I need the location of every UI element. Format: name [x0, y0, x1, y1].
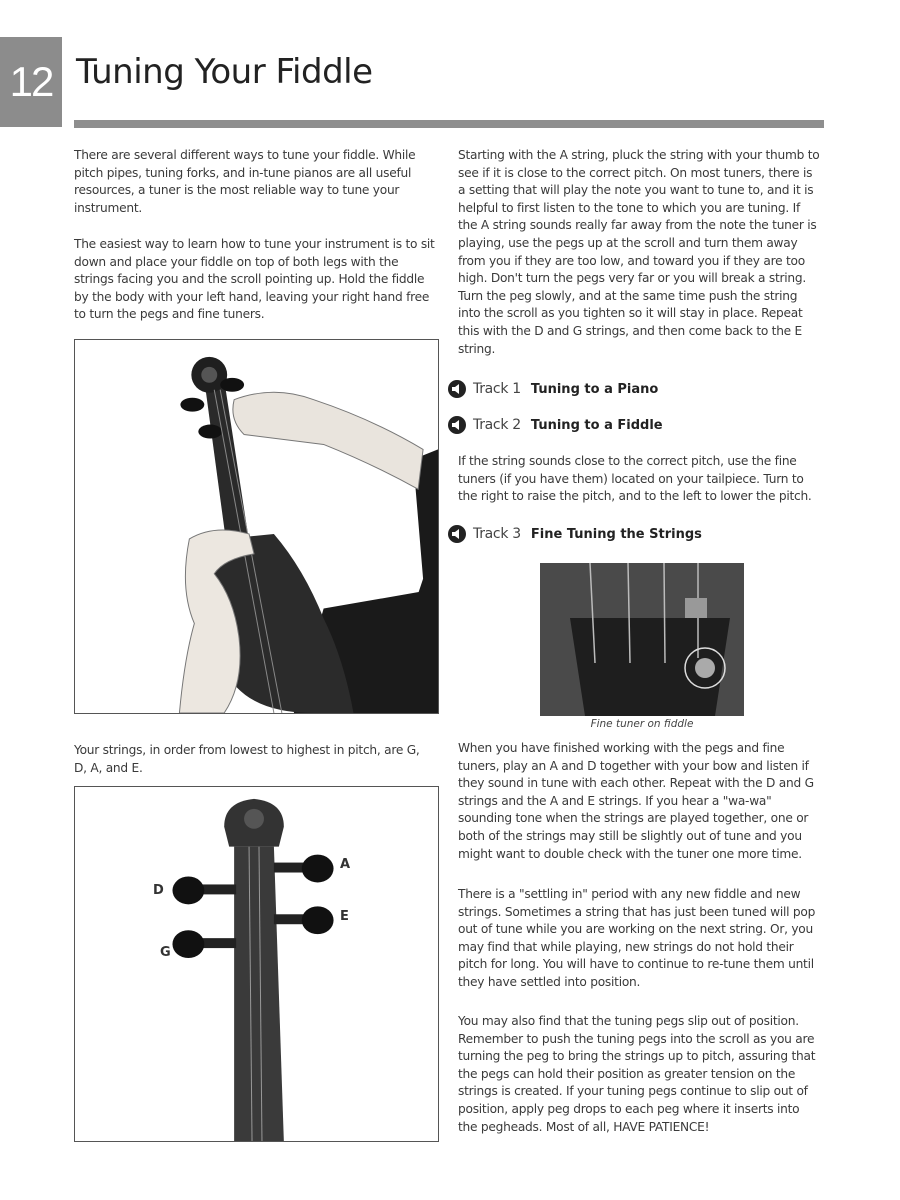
track-3[interactable] [447, 524, 702, 544]
right-paragraph-4: There is a "settling in" period with any new fiddle and new strings. Sometimes a string that has just been tuned will pop out of tune while you are working on the next string. Or, you may find that while playing, new strings do not hold their pitch for long. You will have to continue to re-tune them until they have settled into position. [458, 887, 816, 989]
left-paragraph-1: There are several different ways to tune your fiddle. While pitch pipes, tuning forks, and in-tune pianos are all useful resources, a tuner is the most reliable way to tune your instrument. [74, 148, 416, 215]
photo-fine-tuner [540, 563, 744, 716]
peg-label-d: D [153, 883, 164, 898]
pegbox-illustration [75, 787, 438, 1141]
left-paragraph-2: The easiest way to learn how to tune your instrument is to sit down and place your fiddle on top of both legs with the strings facing you and the scroll pointing up. Hold the fiddle by the body with your left hand, leaving your right hand free to turn the pegs and fine tuners. [74, 237, 435, 322]
photo-pegbox [74, 786, 439, 1142]
track-3-label: Track 3 [473, 526, 521, 542]
right-paragraph-1: Starting with the A string, pluck the string with your thumb to see if it is close to the correct pitch. On most tuners, there is a setting that will play the note you want to tune to, and it is helpful to first listen to the tone to which you are tuning. If the A string sounds really far away from the note the tuner is playing, use the pegs up at the scroll and turn them away from you if they are too low, and toward you if they are too high. Don't turn the pegs very far or you will break a string. Turn the peg slowly, and at the same time push the string into the scroll as you tighten so it will stay in place. Repeat this with the D and G strings, and then come back to the E string. [458, 148, 820, 356]
peg-label-g: G [160, 945, 171, 960]
track-3-title: Fine Tuning the Strings [530, 526, 702, 542]
right-paragraph-2: If the string sounds close to the correct pitch, use the fine tuners (if you have them) located on your tailpiece. Turn to the right to raise the pitch, and to the left to lower the pitch. [458, 454, 812, 504]
right-paragraph-3: When you have finished working with the pegs and fine tuners, play an A and D together with your bow and listen if they sound in tune with each other. Repeat with the D and G strings and the A and E strings. If you hear a "wa-wa" sounding tone when the strings are played together, one or both of the strings may still be slightly out of tune and you might want to double check with the tuner one more time. [458, 741, 814, 861]
track-1[interactable] [447, 379, 658, 399]
speaker-icon [447, 379, 467, 399]
speaker-icon [447, 524, 467, 544]
fine-tuner-illustration [540, 563, 744, 716]
peg-label-a: A [340, 857, 351, 872]
speaker-icon [447, 415, 467, 435]
peg-label-e: E [340, 909, 349, 924]
track-2-label: Track 2 [473, 417, 521, 433]
track-2[interactable] [447, 415, 663, 435]
fiddle-holding-illustration [75, 340, 438, 713]
photo-holding-fiddle [74, 339, 439, 714]
track-1-title: Tuning to a Piano [530, 381, 659, 397]
page-number: 12 [0, 37, 62, 127]
track-1-label: Track 1 [473, 381, 521, 397]
left-paragraph-3: Your strings, in order from lowest to highest in pitch, are G, D, A, and E. [74, 743, 420, 775]
right-paragraph-5: You may also find that the tuning pegs slip out of position. Remember to push the tuning pegs into the scroll as you are turning the peg to bring the strings up to pitch, assuring that the pegs can hold their position as greater tension on the strings is created. If your tuning pegs continue to slip out of position, apply peg drops to each peg where it inserts into the pegheads. Most of all, HAVE PATIENCE! [458, 1014, 816, 1134]
page-title: Tuning Your Fiddle [76, 52, 373, 92]
fine-tuner-caption: Fine tuner on fiddle [590, 718, 694, 730]
title-rule [74, 120, 824, 128]
track-2-title: Tuning to a Fiddle [530, 417, 663, 433]
